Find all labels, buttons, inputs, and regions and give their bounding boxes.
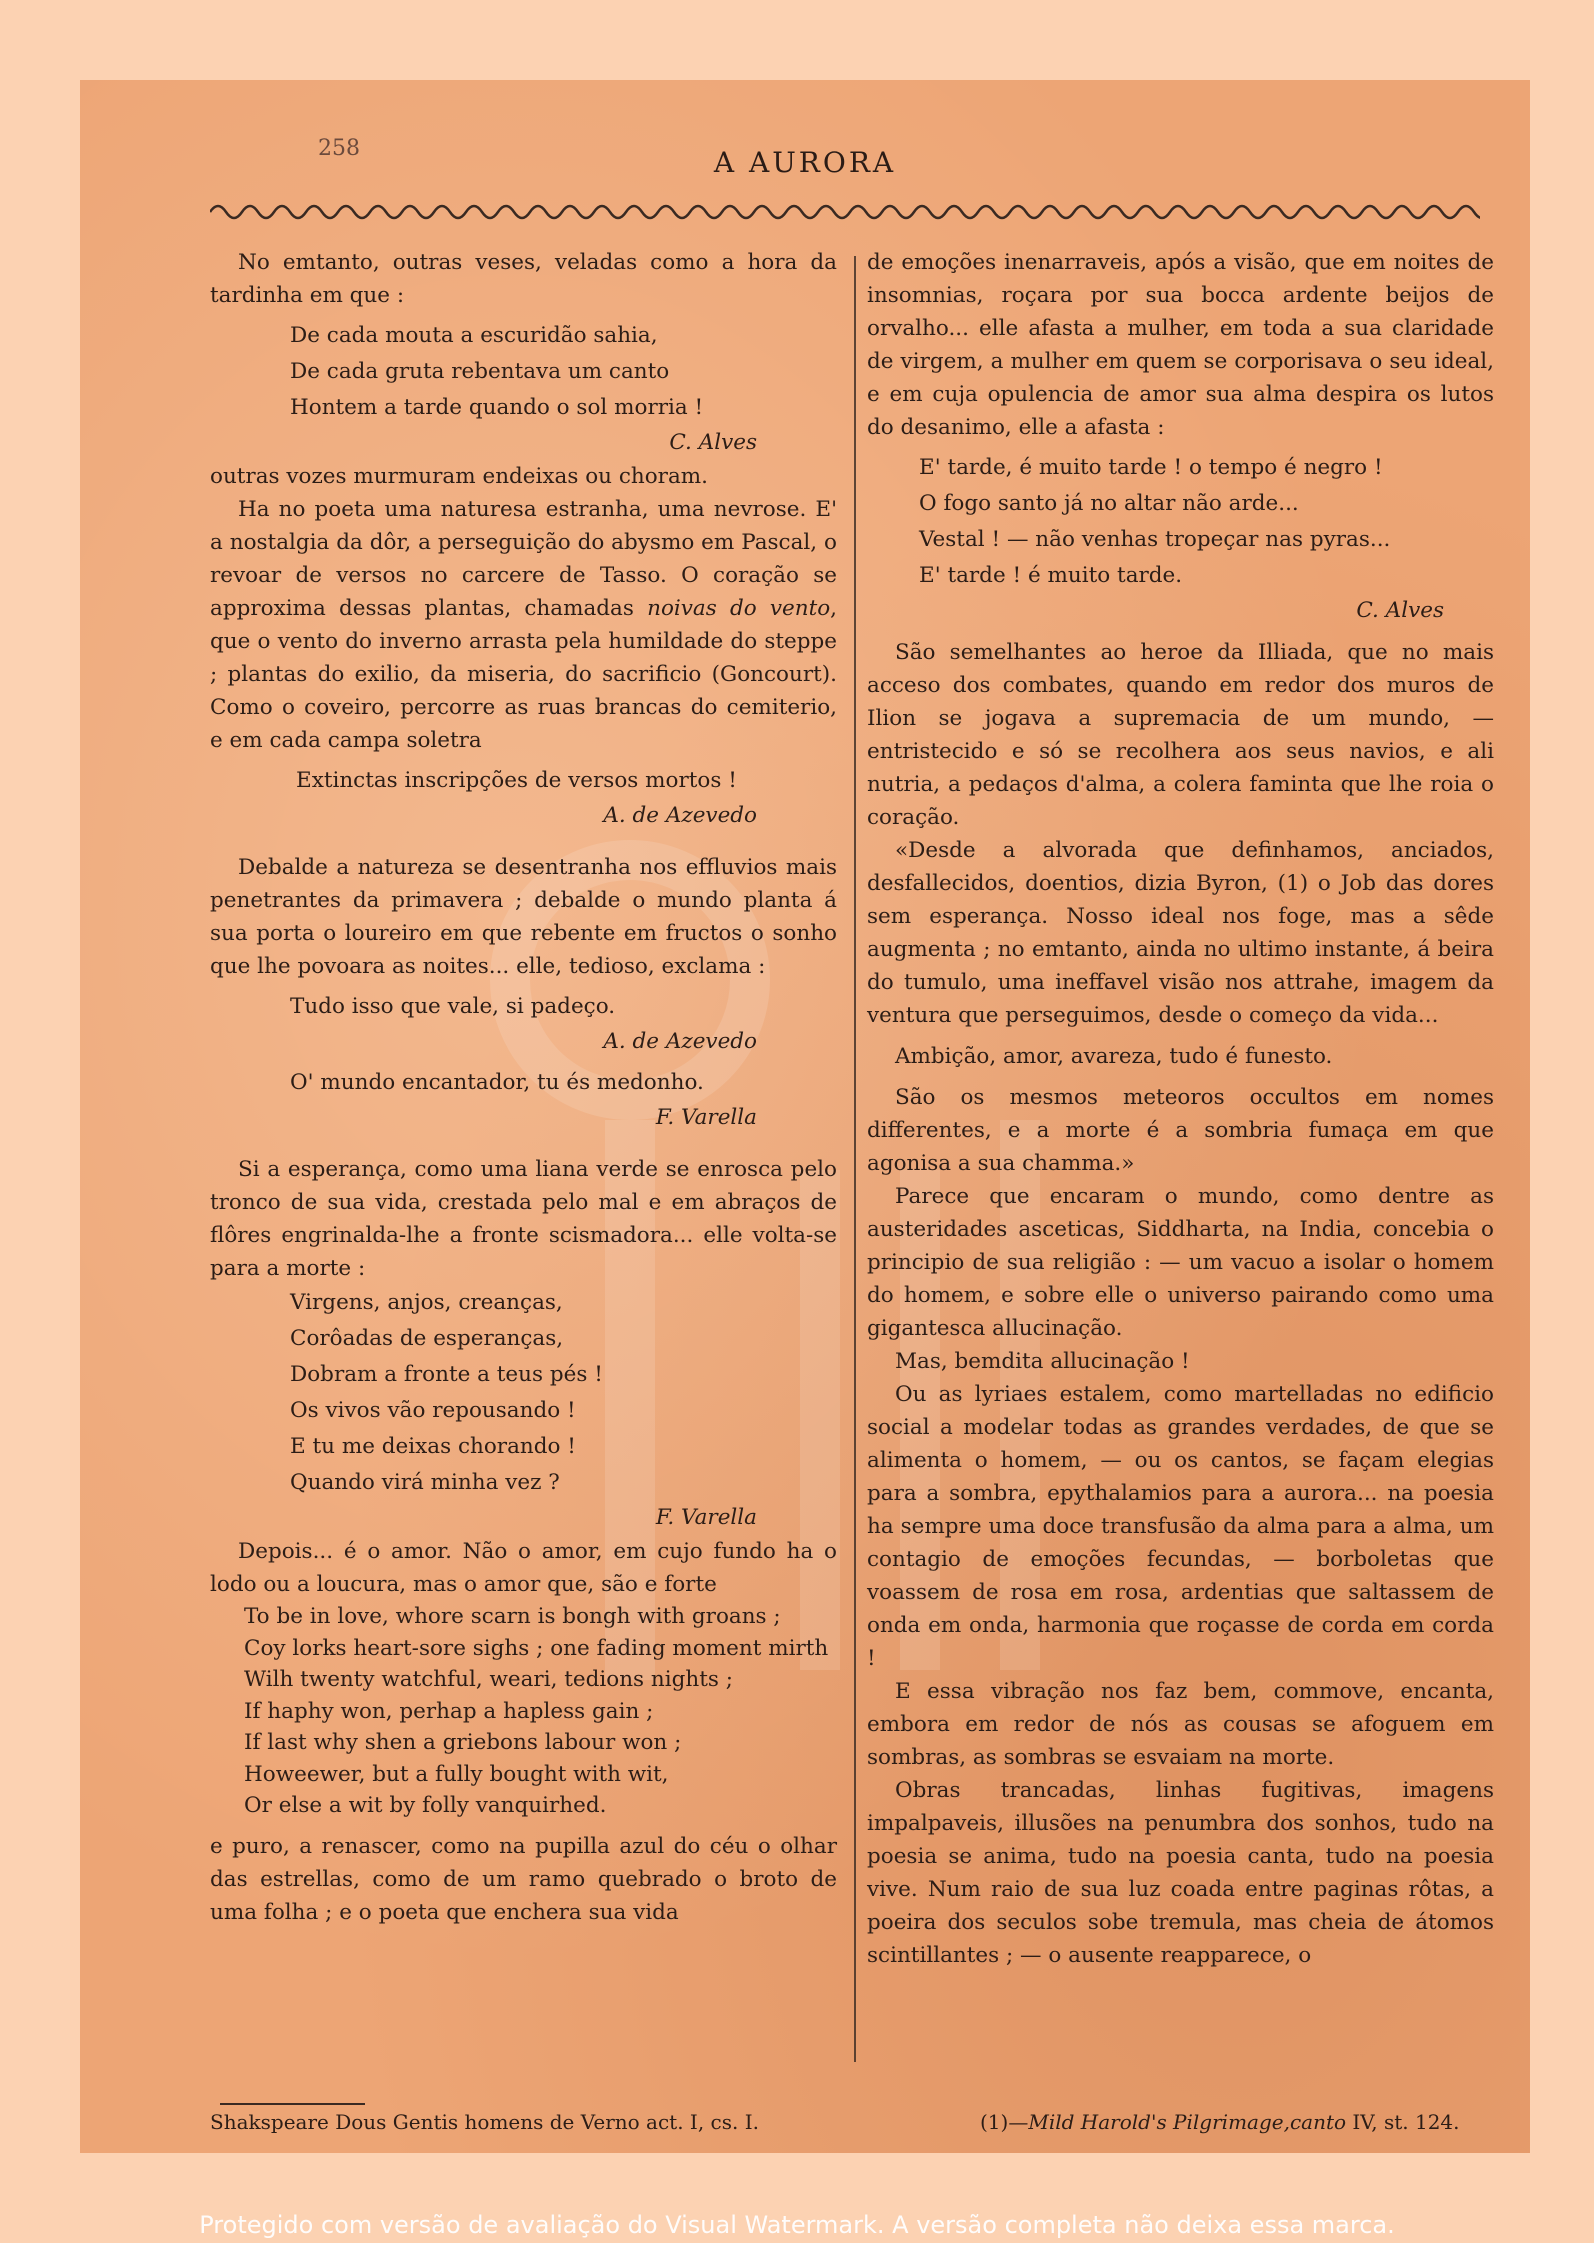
right-paragraph-9: E essa vibração nos faz bem, commove, encanta, embora em redor de nós as cousas se afoguem em sombras, as sombras se esvaiam na morte.	[867, 1679, 1494, 1770]
verse-line: Os vivos vão repousando !	[290, 1398, 576, 1423]
left-paragraph-3	[210, 493, 837, 757]
right-paragraph-3: «Desde a alvorada que definhamos, anciados, desfallecidos, doentios, dizia Byron, (1) o Job das dores sem esperança. Nosso ideal nos foge, mas a sêde augmenta ; no emtanto, ainda no ultimo instante, á beira do tumulo, uma ineffavel visão nos attrahe, imagem da ventura que perseguimos, desde o começo da vida...	[867, 838, 1494, 1028]
english-quote	[210, 1601, 837, 1822]
left-column	[210, 246, 837, 1929]
verse-line: E tu me deixas chorando !	[290, 1434, 576, 1459]
footnote-marker: (1)—	[980, 2110, 1029, 2134]
right-paragraph-4: Ambição, amor, avareza, tudo é funesto.	[895, 1044, 1333, 1069]
verse-azevedo-1	[210, 763, 837, 799]
page-number: 258	[318, 136, 360, 161]
quote-line: If last why shen a griebons labour won ;	[244, 1730, 682, 1755]
quote-line: If haphy won, perhap a hapless gain ;	[244, 1698, 654, 1724]
text-span: , que o vento do inverno arrasta pela humildade do steppe ; plantas do exilio, da miseria, do sacrificio (Goncourt). Como o coveiro, percorre as ruas brancas do cemiterio, e em cada campa soletra	[210, 596, 838, 753]
verse-line: E' tarde ! é muito tarde.	[919, 563, 1183, 588]
right-paragraph-7: Mas, bemdita allucinação !	[895, 1349, 1190, 1374]
right-paragraph-6: Parece que encaram o mundo, como dentre as austeridades asceticas, Siddharta, na India, concebia o principio de sua religião : — um vacuo a isolar o homem do homem, e sobre elle o universo pairando como uma gigantesca allucinação.	[867, 1184, 1494, 1341]
right-paragraph-5: São os mesmos meteoros occultos em nomes differentes, e a morte é a sombria fumaça em que agonisa a sua chamma.»	[867, 1085, 1494, 1176]
left-paragraph-7: e puro, a renascer, como na pupilla azul do céu o olhar das estrellas, como de um ramo quebrado o broto de uma folha ; e o poeta que enchera sua vida	[210, 1833, 837, 1925]
verse-line: Quando virá minha vez ?	[290, 1470, 560, 1495]
italic-term: noivas do vento	[647, 596, 831, 621]
watermark-banner: Protegido com versão de avaliação do Visual Watermark. A versão completa não deixa essa marca.	[199, 2211, 1395, 2239]
quote-line: Wilh twenty watchful, weari, tedions nights ;	[244, 1667, 733, 1692]
text-span: Ha no poeta uma naturesa estranha, uma nevrose. E' a nostalgia da dôr, a perseguição do abysmo em Pascal, o revoar de versos no carcere de Tasso. O coração se approxima dessas plantas, chamadas	[210, 497, 837, 621]
right-column	[867, 246, 1494, 1972]
verse-c-alves-1	[210, 318, 837, 426]
column-rule	[854, 256, 856, 2062]
verse-line: O' mundo encantador, tu és medonho.	[290, 1070, 704, 1095]
right-paragraph-1: de emoções inenarraveis, após a visão, que em noites de insomnias, roçara por sua bocca ardente beijos de orvalho... elle afasta a mulher, em toda a sua claridade de virgem, a mulher em quem se corporisava o seu ideal, e em cuja opulencia de amor sua alma despira os lutos do desanimo, elle a afasta :	[867, 250, 1494, 440]
quote-line: To be in love, whore scarn is bongh with groans ;	[244, 1604, 781, 1629]
right-paragraph-2: São semelhantes ao heroe da Illiada, que no mais acceso dos combates, quando em redor dos muros de Ilion se jogava a supremacia de um mundo, — entristecido e só se recolhera aos seus navios, e ali nutria, a pedaços d'alma, a colera faminta que lhe roia o coração.	[867, 640, 1494, 830]
right-paragraph-8: Ou as lyriaes estalem, como martelladas no edificio social a modelar todas as grandes verdades, de que se alimenta o homem, — ou os cantos, se façam elegias para a sombra, epythalamios para a aurora... na poesia ha sempre uma doce transfusão da alma para a alma, um contagio de emoções fecundas, — borboletas que voassem de rosa em rosa, ardentias que saltassem de onda em onda, harmonia que roçasse de corda em corda !	[867, 1382, 1494, 1671]
verse-varella-2	[210, 1285, 837, 1501]
verse-azevedo-2	[210, 989, 837, 1025]
journal-title: A AURORA	[713, 146, 897, 179]
verse-line: Tudo isso que vale, si padeço.	[290, 994, 616, 1019]
footnote-right	[980, 2110, 1460, 2134]
verse-line: Corôadas de esperanças,	[290, 1326, 564, 1351]
attribution: C. Alves	[669, 430, 757, 455]
left-paragraph-5: Si a esperança, como uma liana verde se enrosca pelo tronco de sua vida, crestada pelo mal e em abraços de flôres engrinalda-lhe a fronte scismadora... elle volta-se para a morte :	[210, 1157, 837, 1281]
verse-varella-1	[210, 1065, 837, 1101]
verse-line: Extinctas inscripções de versos mortos !	[296, 768, 737, 793]
verse-line: De cada mouta a escuridão sahia,	[290, 323, 658, 348]
ornamental-divider	[210, 198, 1480, 220]
verse-c-alves-2	[867, 450, 1494, 594]
verse-line: O fogo santo já no altar não arde...	[919, 491, 1299, 516]
footnote-ref: IV, st. 124.	[1346, 2110, 1460, 2134]
attribution: F. Varella	[655, 1105, 757, 1130]
verse-line: Hontem a tarde quando o sol morria !	[290, 395, 704, 420]
verse-line: De cada gruta rebentava um canto	[290, 359, 670, 384]
footnote-title: Mild Harold's Pilgrimage,canto	[1028, 2110, 1347, 2134]
left-paragraph-1: No emtanto, outras veses, veladas como a hora da tardinha em que :	[210, 250, 837, 308]
verse-line: Vestal ! — não venhas tropeçar nas pyras...	[919, 527, 1391, 552]
left-paragraph-4: Debalde a natureza se desentranha nos effluvios mais penetrantes da primavera ; debalde o mundo planta á sua porta o loureiro em que rebente em fructos o sonho que lhe povoara as noites... elle, tedioso, exclama :	[210, 855, 837, 979]
quote-line: Howeewer, but a fully bought with wit,	[244, 1761, 669, 1787]
attribution: A. de Azevedo	[603, 803, 757, 828]
attribution: F. Varella	[655, 1505, 757, 1530]
verse-line: Virgens, anjos, creanças,	[290, 1290, 563, 1315]
journal-page	[80, 80, 1530, 2153]
quote-line: Or else a wit by folly vanquirhed.	[244, 1793, 607, 1818]
attribution: C. Alves	[1356, 598, 1444, 623]
right-paragraph-10: Obras trancadas, linhas fugitivas, imagens impalpaveis, illusões na penumbra dos sonhos, tudo na poesia se anima, tudo na poesia canta, tudo na poesia vive. Num raio de sua luz coada entre paginas rôtas, a poeira dos seculos sobe tremula, mas cheia de átomos scintillantes ; — o ausente reapparece, o	[867, 1778, 1494, 1968]
quote-line: Coy lorks heart-sore sighs ; one fading moment mirth	[244, 1635, 829, 1661]
footnote-left: Shakspeare Dous Gentis homens de Verno act. I, cs. I.	[210, 2110, 759, 2134]
left-paragraph-6: Depois... é o amor. Não o amor, em cujo fundo ha o lodo ou a loucura, mas o amor que, são e forte	[210, 1539, 837, 1597]
footnote-rule	[220, 2103, 365, 2105]
attribution: A. de Azevedo	[603, 1029, 757, 1054]
verse-line: E' tarde, é muito tarde ! o tempo é negro !	[919, 455, 1383, 480]
verse-line: Dobram a fronte a teus pés !	[290, 1362, 603, 1387]
left-paragraph-2: outras vozes murmuram endeixas ou choram.	[210, 464, 708, 489]
